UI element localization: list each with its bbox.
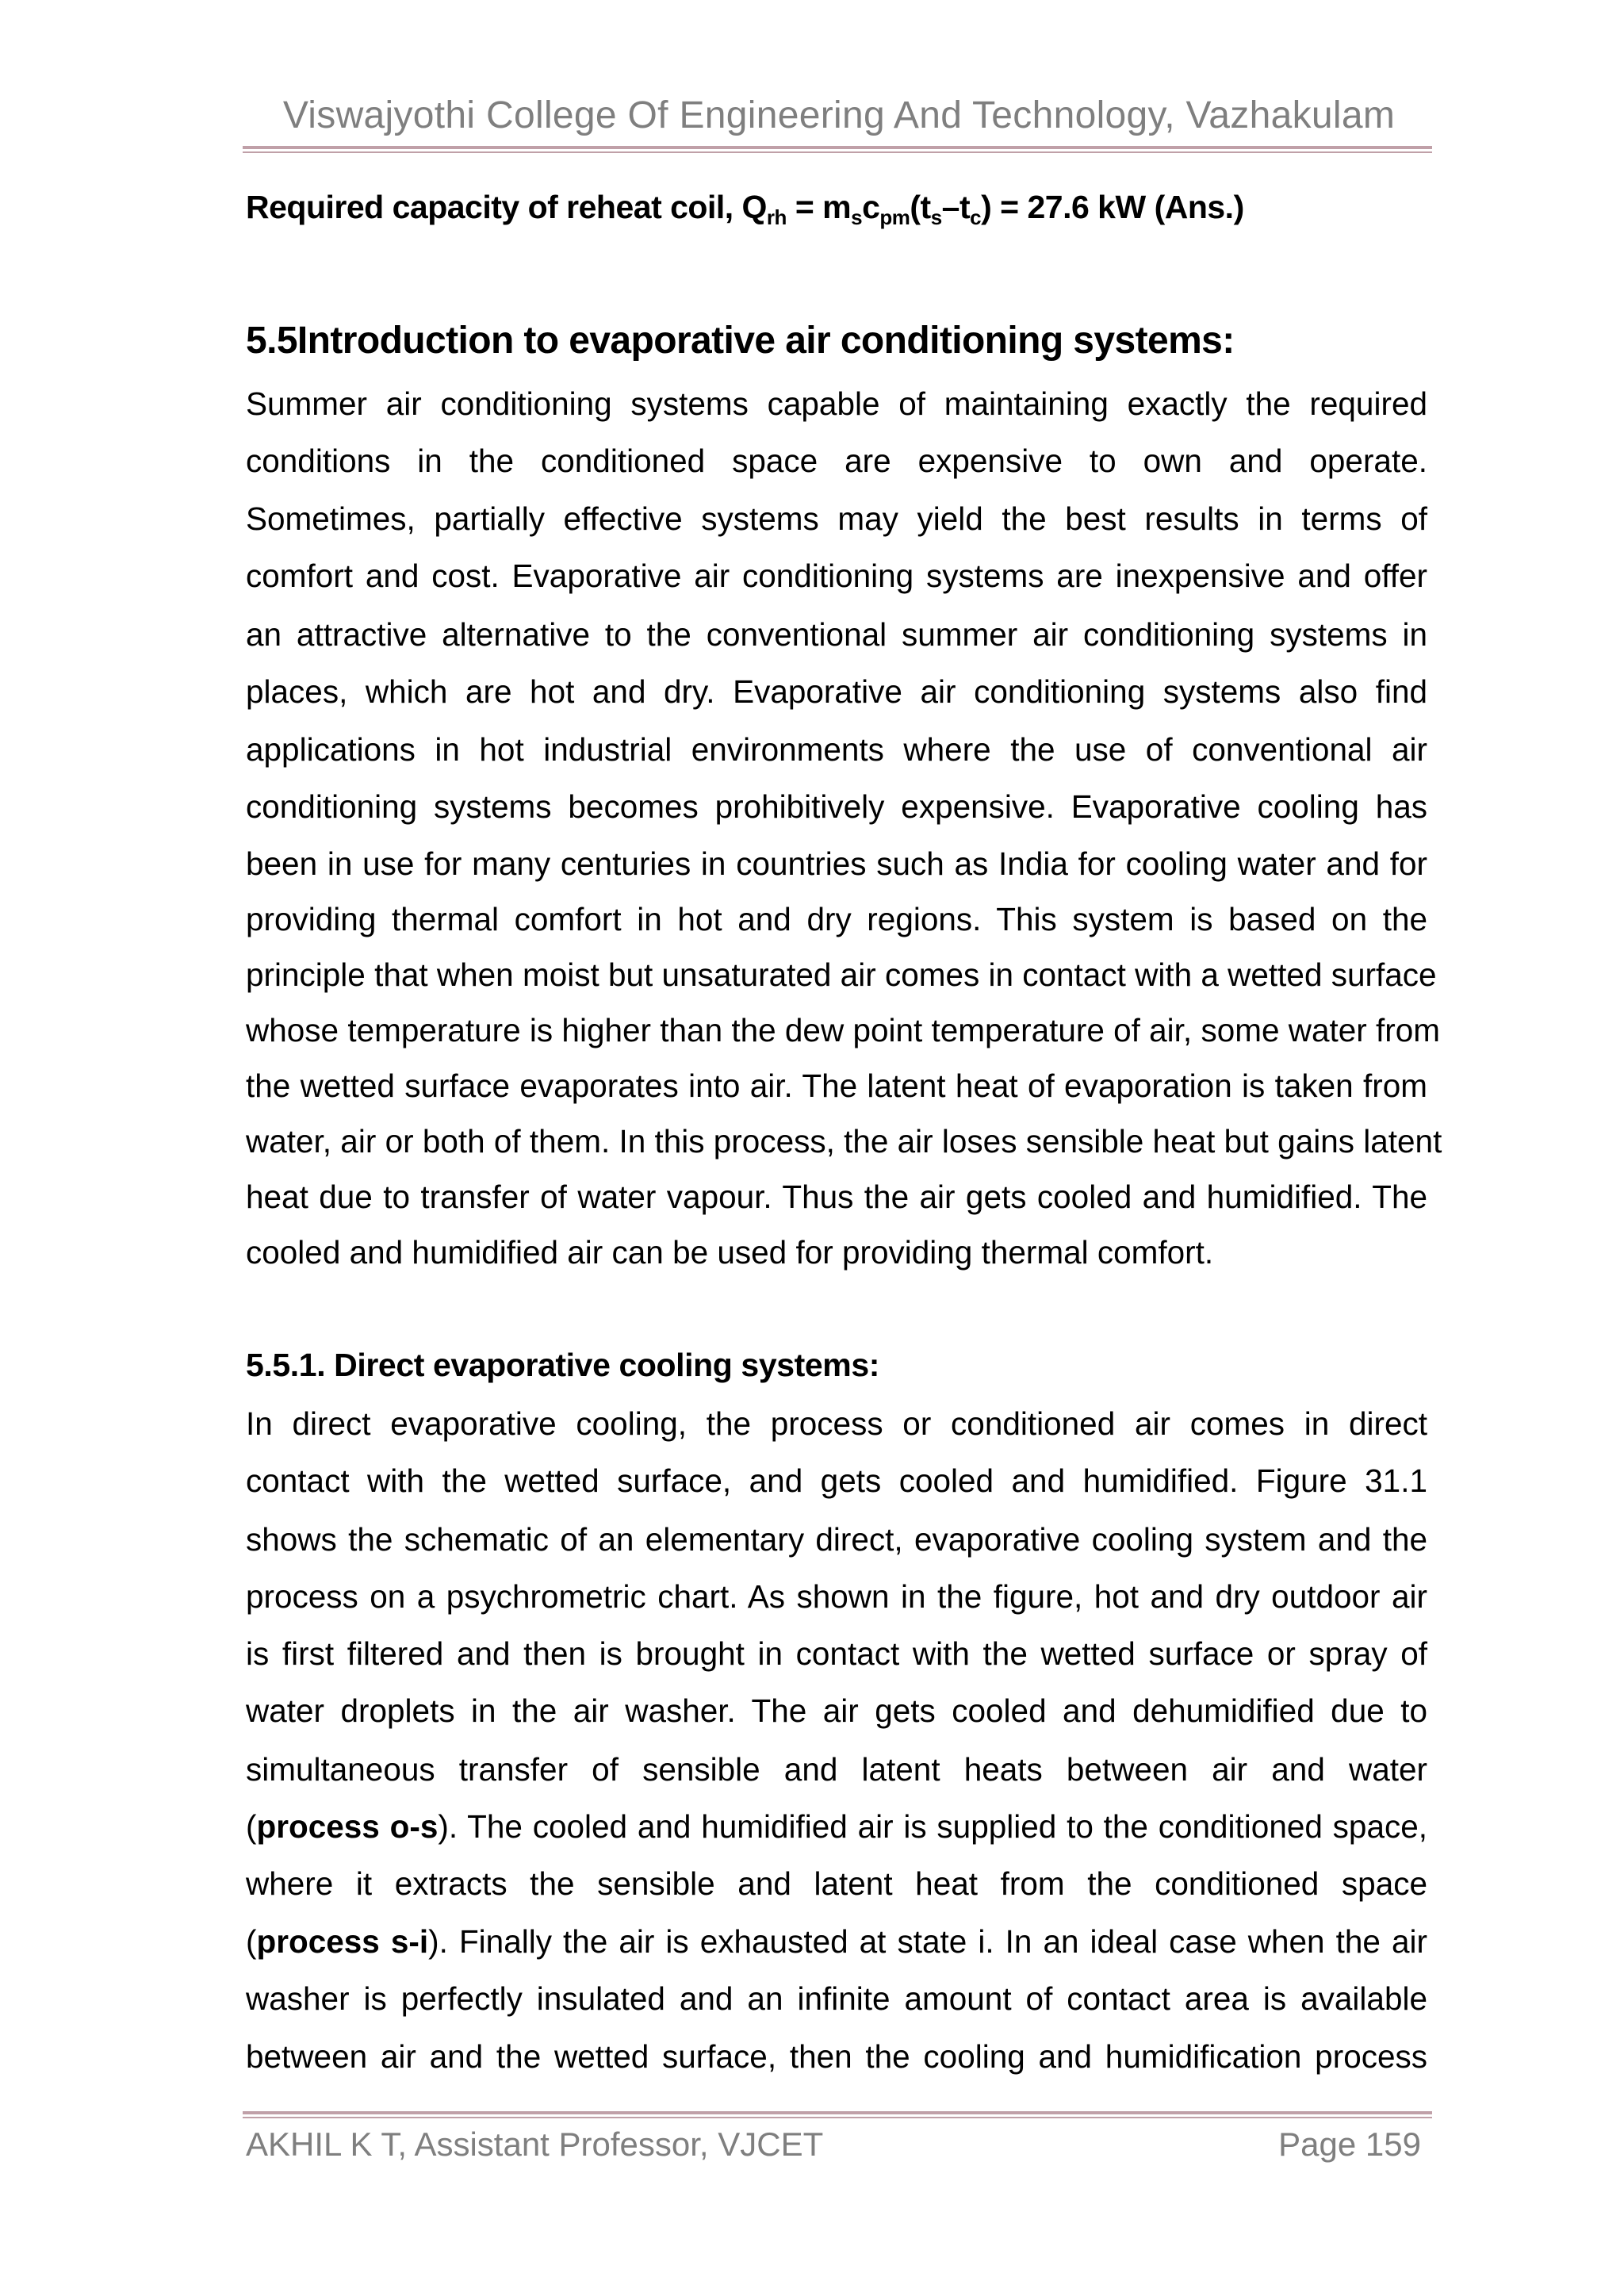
paren-open: ( (246, 1808, 257, 1845)
paragraph-line: places, which are hot and dry. Evaporative air conditioning systems also find (246, 673, 1427, 710)
paragraph-line: where it extracts the sensible and latent heat from the conditioned space (246, 1865, 1427, 1902)
paragraph-line: between air and the wetted surface, then the cooling and humidification process (246, 2038, 1427, 2075)
paragraph-line: been in use for many centuries in countries such as India for cooling water and for (246, 845, 1427, 882)
paragraph-line: heat due to transfer of water vapour. Thus the air gets cooled and humidified. The (246, 1179, 1427, 1215)
line-rest: ). The cooled and humidified air is supplied to the conditioned space, (438, 1808, 1427, 1845)
paragraph-line: water droplets in the air washer. The air gets cooled and dehumidified due to (246, 1692, 1427, 1729)
equation-open: (t (910, 189, 931, 225)
subsection-heading: 5.5.1. Direct evaporative cooling systems: (246, 1347, 879, 1383)
paragraph-line: principle that when moist but unsaturated air comes in contact with a wetted surface (246, 956, 1437, 993)
paragraph-line: applications in hot industrial environments where the use of conventional air (246, 731, 1427, 768)
paragraph-line: is first filtered and then is brought in contact with the wetted surface or spray of (246, 1635, 1427, 1672)
equation-sub-pm: pm (879, 205, 910, 229)
paragraph-line: In direct evaporative cooling, the process or conditioned air comes in direct (246, 1405, 1427, 1442)
paragraph-line: water, air or both of them. In this process, the air loses sensible heat but gains latent (246, 1123, 1442, 1159)
paragraph-line: the wetted surface evaporates into air. The latent heat of evaporation is taken from (246, 1068, 1427, 1104)
equation-minus: –t (941, 189, 971, 225)
paragraph-line: process on a psychrometric chart. As shown in the figure, hot and dry outdoor air (246, 1578, 1427, 1615)
paragraph-line: cooled and humidified air can be used for providing thermal comfort. (246, 1234, 1214, 1271)
paragraph-line: shows the schematic of an elementary direct, evaporative cooling system and the (246, 1521, 1427, 1558)
paragraph-line: contact with the wetted surface, and gets cooled and humidified. Figure 31.1 (246, 1462, 1427, 1499)
header-divider (243, 146, 1432, 149)
paragraph-line: simultaneous transfer of sensible and latent heats between air and water (246, 1751, 1427, 1788)
paragraph-line: an attractive alternative to the conventional summer air conditioning systems in (246, 616, 1427, 653)
paragraph-line-process-o-s (246, 1807, 1427, 1846)
paragraph-line: washer is perfectly insulated and an infinite amount of contact area is available (246, 1980, 1427, 2017)
process-o-s-label: process o-s (256, 1808, 439, 1845)
process-s-i-label: process s-i (256, 1923, 429, 1960)
footer-author: AKHIL K T, Assistant Professor, VJCET (246, 2125, 824, 2163)
page-header: Viswajyothi College Of Engineering And Technology, Vazhakulam (282, 94, 1396, 136)
paragraph-line: comfort and cost. Evaporative air conditioning systems are inexpensive and offer (246, 558, 1427, 594)
paragraph-line: Sometimes, partially effective systems may yield the best results in terms of (246, 500, 1427, 537)
reheat-capacity-equation (246, 189, 1244, 229)
paren-open: ( (246, 1923, 257, 1960)
equation-prefix: Required capacity of reheat coil, Q (246, 189, 767, 225)
equation-sub-s2: s (930, 205, 942, 229)
page-number: Page 159 (1278, 2125, 1421, 2163)
equation-c: c (862, 189, 880, 225)
header-divider-thin (243, 151, 1432, 153)
paragraph-line: Summer air conditioning systems capable of maintaining exactly the required (246, 385, 1427, 422)
paragraph-line: providing thermal comfort in hot and dry regions. This system is based on the (246, 901, 1427, 937)
paragraph-line-process-s-i (246, 1922, 1427, 1961)
equation-sub-rh: rh (766, 205, 787, 229)
equation-sub-s: s (851, 205, 863, 229)
paragraph-line: conditions in the conditioned space are expensive to own and operate. (246, 443, 1427, 479)
equation-sub-c: c (970, 205, 982, 229)
paragraph-line: conditioning systems becomes prohibitively expensive. Evaporative cooling has (246, 788, 1427, 825)
footer-divider (243, 2111, 1432, 2114)
footer-divider-thin (243, 2117, 1432, 2118)
paragraph-line: whose temperature is higher than the dew point temperature of air, some water from (246, 1012, 1441, 1048)
section-heading: 5.5Introduction to evaporative air conditioning systems: (246, 320, 1235, 362)
line-rest: ). Finally the air is exhausted at state i. In an ideal case when the air (428, 1923, 1427, 1960)
equation-eq1: = m (786, 189, 852, 225)
equation-suffix: ) = 27.6 kW (Ans.) (981, 189, 1244, 225)
